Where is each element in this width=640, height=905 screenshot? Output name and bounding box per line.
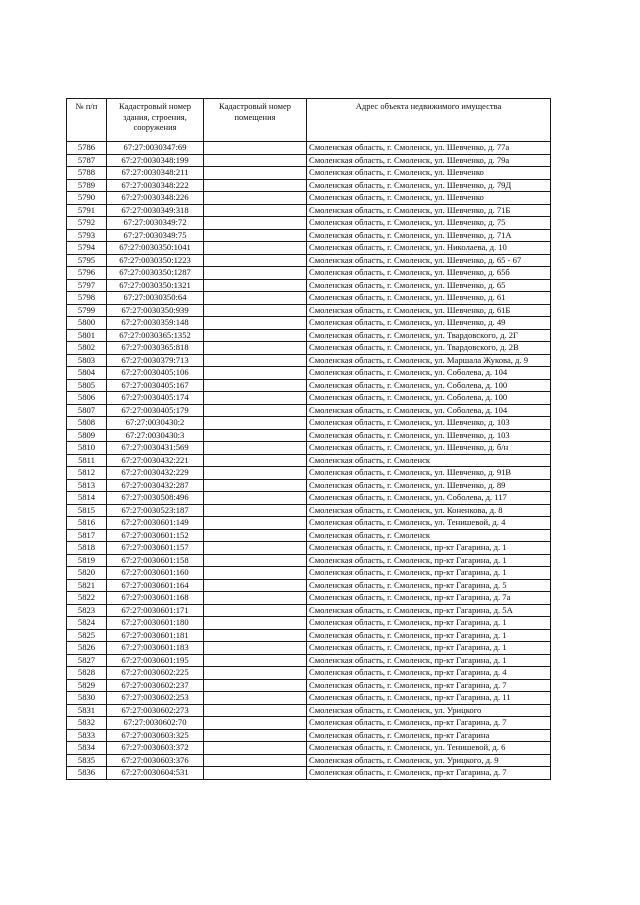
table-row xyxy=(67,492,551,505)
cell-number: 5831 xyxy=(67,704,107,717)
cell-address: Смоленская область, г. Смоленск, ул. Шевченко, д. 71А xyxy=(307,229,551,242)
cell-cadastral-room xyxy=(204,504,307,517)
cell-cadastral-room xyxy=(204,642,307,655)
cell-address: Смоленская область, г. Смоленск, ул. Шевченко, д. 75 xyxy=(307,217,551,230)
table-row xyxy=(67,592,551,605)
cell-address: Смоленская область, г. Смоленск, ул. Соболева, д. 100 xyxy=(307,379,551,392)
table-row xyxy=(67,279,551,292)
table-row xyxy=(67,417,551,430)
cell-cadastral-building: 67:27:0030603:325 xyxy=(107,729,204,742)
cell-number: 5796 xyxy=(67,267,107,280)
cell-number: 5802 xyxy=(67,342,107,355)
cell-address: Смоленская область, г. Смоленск, пр-кт Гагарина, д. 1 xyxy=(307,654,551,667)
table-row xyxy=(67,304,551,317)
cell-cadastral-building: 67:27:0030601:160 xyxy=(107,567,204,580)
cell-address: Смоленская область, г. Смоленск, ул. Шевченко, д. 61Б xyxy=(307,304,551,317)
cell-number: 5793 xyxy=(67,229,107,242)
cell-number: 5794 xyxy=(67,242,107,255)
cell-number: 5799 xyxy=(67,304,107,317)
cell-number: 5797 xyxy=(67,279,107,292)
cell-address: Смоленская область, г. Смоленск, пр-кт Гагарина, д. 7 xyxy=(307,717,551,730)
cell-cadastral-building: 67:27:0030431:569 xyxy=(107,442,204,455)
cell-number: 5811 xyxy=(67,454,107,467)
table-row xyxy=(67,754,551,767)
cell-number: 5801 xyxy=(67,329,107,342)
cell-cadastral-room xyxy=(204,679,307,692)
cell-number: 5821 xyxy=(67,579,107,592)
cell-cadastral-room xyxy=(204,492,307,505)
cell-address: Смоленская область, г. Смоленск, ул. Шевченко, д. б/н xyxy=(307,442,551,455)
cell-address: Смоленская область, г. Смоленск, ул. Шевченко, д. 61 xyxy=(307,292,551,305)
cell-number: 5827 xyxy=(67,654,107,667)
cell-address: Смоленская область, г. Смоленск, ул. Соболева, д. 104 xyxy=(307,367,551,380)
cell-cadastral-building: 67:27:0030348:222 xyxy=(107,179,204,192)
cell-cadastral-room xyxy=(204,592,307,605)
cell-address: Смоленская область, г. Смоленск, ул. Шевченко, д. 49 xyxy=(307,317,551,330)
cell-cadastral-room xyxy=(204,254,307,267)
cell-number: 5809 xyxy=(67,429,107,442)
table-row xyxy=(67,479,551,492)
table-row xyxy=(67,379,551,392)
cell-address: Смоленская область, г. Смоленск, пр-кт Гагарина, д. 7 xyxy=(307,679,551,692)
cell-cadastral-building: 67:27:0030349:318 xyxy=(107,204,204,217)
cell-cadastral-room xyxy=(204,479,307,492)
table-row xyxy=(67,767,551,780)
cell-number: 5826 xyxy=(67,642,107,655)
table-row xyxy=(67,192,551,205)
cell-address: Смоленская область, г. Смоленск, ул. Соболева, д. 117 xyxy=(307,492,551,505)
cell-cadastral-building: 67:27:0030348:226 xyxy=(107,192,204,205)
table-row xyxy=(67,179,551,192)
cell-cadastral-room xyxy=(204,654,307,667)
cell-number: 5790 xyxy=(67,192,107,205)
table-row xyxy=(67,629,551,642)
cell-cadastral-room xyxy=(204,729,307,742)
cell-address: Смоленская область, г. Смоленск, пр-кт Гагарина, д. 1 xyxy=(307,642,551,655)
cell-number: 5835 xyxy=(67,754,107,767)
cell-cadastral-building: 67:27:0030359:148 xyxy=(107,317,204,330)
cell-cadastral-building: 67:27:0030603:376 xyxy=(107,754,204,767)
table-row xyxy=(67,429,551,442)
cell-cadastral-room xyxy=(204,167,307,180)
table-row xyxy=(67,167,551,180)
cell-cadastral-building: 67:27:0030379:713 xyxy=(107,354,204,367)
cell-number: 5815 xyxy=(67,504,107,517)
table-row xyxy=(67,554,551,567)
cell-address: Смоленская область, г. Смоленск, пр-кт Гагарина, д. 1 xyxy=(307,629,551,642)
cell-number: 5787 xyxy=(67,154,107,167)
table-row xyxy=(67,317,551,330)
cell-number: 5808 xyxy=(67,417,107,430)
cell-cadastral-building: 67:27:0030365:818 xyxy=(107,342,204,355)
cell-address: Смоленская область, г. Смоленск xyxy=(307,454,551,467)
cell-cadastral-building: 67:27:0030602:237 xyxy=(107,679,204,692)
cell-address: Смоленская область, г. Смоленск, пр-кт Гагарина xyxy=(307,729,551,742)
table-row xyxy=(67,704,551,717)
cell-cadastral-room xyxy=(204,367,307,380)
table-row xyxy=(67,729,551,742)
table-row xyxy=(67,392,551,405)
cell-cadastral-building: 67:27:0030508:496 xyxy=(107,492,204,505)
cell-address: Смоленская область, г. Смоленск, ул. Урицкого xyxy=(307,704,551,717)
table-row xyxy=(67,567,551,580)
cell-address: Смоленская область, г. Смоленск, пр-кт Гагарина, д. 11 xyxy=(307,692,551,705)
cell-cadastral-building: 67:27:0030405:167 xyxy=(107,379,204,392)
cell-cadastral-building: 67:27:0030601:183 xyxy=(107,642,204,655)
cell-cadastral-room xyxy=(204,342,307,355)
cell-address: Смоленская область, г. Смоленск, ул. Шевченко, д. 65 - 67 xyxy=(307,254,551,267)
table-body xyxy=(67,142,551,780)
cell-cadastral-room xyxy=(204,529,307,542)
property-table xyxy=(66,98,551,780)
cell-number: 5803 xyxy=(67,354,107,367)
cell-cadastral-room xyxy=(204,517,307,530)
cell-cadastral-building: 67:27:0030432:287 xyxy=(107,479,204,492)
cell-address: Смоленская область, г. Смоленск xyxy=(307,529,551,542)
cell-number: 5828 xyxy=(67,667,107,680)
cell-cadastral-room xyxy=(204,267,307,280)
cell-address: Смоленская область, г. Смоленск, пр-кт Гагарина, д. 1 xyxy=(307,542,551,555)
cell-address: Смоленская область, г. Смоленск, ул. Маршала Жукова, д. 9 xyxy=(307,354,551,367)
cell-address: Смоленская область, г. Смоленск, пр-кт Гагарина, д. 4 xyxy=(307,667,551,680)
cell-address: Смоленская область, г. Смоленск, ул. Шевченко xyxy=(307,167,551,180)
cell-address: Смоленская область, г. Смоленск, ул. Твардовского, д. 2Г xyxy=(307,329,551,342)
cell-cadastral-room xyxy=(204,317,307,330)
cell-cadastral-building: 67:27:0030349:72 xyxy=(107,217,204,230)
cell-cadastral-building: 67:27:0030601:168 xyxy=(107,592,204,605)
cell-address: Смоленская область, г. Смоленск, ул. Шевченко, д. 89 xyxy=(307,479,551,492)
cell-number: 5813 xyxy=(67,479,107,492)
cell-cadastral-room xyxy=(204,579,307,592)
cell-cadastral-room xyxy=(204,754,307,767)
cell-cadastral-building: 67:27:0030602:225 xyxy=(107,667,204,680)
cell-cadastral-building: 67:27:0030350:64 xyxy=(107,292,204,305)
cell-cadastral-room xyxy=(204,742,307,755)
cell-address: Смоленская область, г. Смоленск, ул. Шевченко xyxy=(307,192,551,205)
cell-cadastral-room xyxy=(204,204,307,217)
cell-number: 5810 xyxy=(67,442,107,455)
cell-number: 5817 xyxy=(67,529,107,542)
cell-cadastral-building: 67:27:0030602:273 xyxy=(107,704,204,717)
cell-address: Смоленская область, г. Смоленск, ул. Соболева, д. 100 xyxy=(307,392,551,405)
cell-number: 5792 xyxy=(67,217,107,230)
cell-cadastral-room xyxy=(204,379,307,392)
cell-number: 5818 xyxy=(67,542,107,555)
cell-cadastral-building: 67:27:0030601:195 xyxy=(107,654,204,667)
cell-number: 5816 xyxy=(67,517,107,530)
cell-number: 5834 xyxy=(67,742,107,755)
cell-address: Смоленская область, г. Смоленск, ул. Шевченко, д. 71Б xyxy=(307,204,551,217)
cell-cadastral-room xyxy=(204,242,307,255)
table-row xyxy=(67,229,551,242)
cell-cadastral-building: 67:27:0030349:75 xyxy=(107,229,204,242)
header-number: № п/п xyxy=(67,99,107,142)
table-row xyxy=(67,654,551,667)
cell-cadastral-building: 67:27:0030348:211 xyxy=(107,167,204,180)
header-cadastral-room: Кадастровый номер помещения xyxy=(204,99,307,142)
cell-cadastral-room xyxy=(204,542,307,555)
cell-number: 5823 xyxy=(67,604,107,617)
cell-cadastral-room xyxy=(204,217,307,230)
cell-cadastral-room xyxy=(204,229,307,242)
cell-number: 5833 xyxy=(67,729,107,742)
cell-cadastral-building: 67:27:0030350:1223 xyxy=(107,254,204,267)
cell-cadastral-building: 67:27:0030347:69 xyxy=(107,142,204,155)
cell-cadastral-building: 67:27:0030602:70 xyxy=(107,717,204,730)
cell-cadastral-building: 67:27:0030350:939 xyxy=(107,304,204,317)
cell-cadastral-room xyxy=(204,354,307,367)
cell-cadastral-building: 67:27:0030601:164 xyxy=(107,579,204,592)
cell-cadastral-building: 67:27:0030601:157 xyxy=(107,542,204,555)
table-row xyxy=(67,217,551,230)
cell-cadastral-room xyxy=(204,454,307,467)
table-row xyxy=(67,154,551,167)
table-row xyxy=(67,329,551,342)
cell-number: 5822 xyxy=(67,592,107,605)
cell-cadastral-room xyxy=(204,417,307,430)
table-row xyxy=(67,517,551,530)
table-row xyxy=(67,642,551,655)
cell-number: 5798 xyxy=(67,292,107,305)
cell-address: Смоленская область, г. Смоленск, ул. Шевченко, д. 77а xyxy=(307,142,551,155)
table-row xyxy=(67,529,551,542)
table-header-row xyxy=(67,99,551,142)
cell-number: 5807 xyxy=(67,404,107,417)
cell-cadastral-room xyxy=(204,304,307,317)
cell-cadastral-building: 67:27:0030405:106 xyxy=(107,367,204,380)
cell-cadastral-building: 67:27:0030350:1321 xyxy=(107,279,204,292)
cell-cadastral-building: 67:27:0030603:372 xyxy=(107,742,204,755)
cell-cadastral-room xyxy=(204,392,307,405)
cell-cadastral-building: 67:27:0030350:1041 xyxy=(107,242,204,255)
table-row xyxy=(67,292,551,305)
table-row xyxy=(67,504,551,517)
cell-address: Смоленская область, г. Смоленск, ул. Шевченко, д. 65 xyxy=(307,279,551,292)
table-row xyxy=(67,604,551,617)
table-row xyxy=(67,354,551,367)
cell-cadastral-room xyxy=(204,429,307,442)
cell-number: 5804 xyxy=(67,367,107,380)
table-row xyxy=(67,454,551,467)
cell-number: 5824 xyxy=(67,617,107,630)
cell-cadastral-building: 67:27:0030601:158 xyxy=(107,554,204,567)
cell-cadastral-room xyxy=(204,467,307,480)
cell-cadastral-building: 67:27:0030405:179 xyxy=(107,404,204,417)
table-row xyxy=(67,267,551,280)
table-row xyxy=(67,404,551,417)
cell-address: Смоленская область, г. Смоленск, ул. Шевченко, д. 65б xyxy=(307,267,551,280)
cell-cadastral-building: 67:27:0030523:187 xyxy=(107,504,204,517)
cell-cadastral-building: 67:27:0030601:171 xyxy=(107,604,204,617)
cell-number: 5800 xyxy=(67,317,107,330)
cell-number: 5820 xyxy=(67,567,107,580)
cell-address: Смоленская область, г. Смоленск, ул. Тенишевой, д. 6 xyxy=(307,742,551,755)
cell-cadastral-building: 67:27:0030601:152 xyxy=(107,529,204,542)
cell-number: 5814 xyxy=(67,492,107,505)
cell-cadastral-room xyxy=(204,704,307,717)
header-address: Адрес объекта недвижимого имущества xyxy=(307,99,551,142)
cell-cadastral-room xyxy=(204,192,307,205)
cell-address: Смоленская область, г. Смоленск, ул. Шевченко, д. 79а xyxy=(307,154,551,167)
cell-cadastral-room xyxy=(204,629,307,642)
cell-address: Смоленская область, г. Смоленск, пр-кт Гагарина, д. 1 xyxy=(307,567,551,580)
cell-number: 5812 xyxy=(67,467,107,480)
cell-cadastral-building: 67:27:0030601:181 xyxy=(107,629,204,642)
cell-number: 5788 xyxy=(67,167,107,180)
table-row xyxy=(67,367,551,380)
table-row xyxy=(67,204,551,217)
cell-number: 5829 xyxy=(67,679,107,692)
table-row xyxy=(67,742,551,755)
cell-address: Смоленская область, г. Смоленск, ул. Шевченко, д. 103 xyxy=(307,429,551,442)
cell-cadastral-room xyxy=(204,142,307,155)
table-row xyxy=(67,542,551,555)
cell-address: Смоленская область, г. Смоленск, пр-кт Гагарина, д. 1 xyxy=(307,554,551,567)
cell-cadastral-building: 67:27:0030432:229 xyxy=(107,467,204,480)
cell-address: Смоленская область, г. Смоленск, ул. Шевченко, д. 79Д xyxy=(307,179,551,192)
cell-cadastral-room xyxy=(204,404,307,417)
cell-address: Смоленская область, г. Смоленск, пр-кт Гагарина, д. 7а xyxy=(307,592,551,605)
cell-cadastral-building: 67:27:0030365:1352 xyxy=(107,329,204,342)
cell-cadastral-room xyxy=(204,279,307,292)
cell-cadastral-room xyxy=(204,717,307,730)
cell-number: 5825 xyxy=(67,629,107,642)
cell-number: 5795 xyxy=(67,254,107,267)
cell-cadastral-room xyxy=(204,567,307,580)
header-cadastral-building: Кадастровый номер здания, строения, сооружения xyxy=(107,99,204,142)
cell-cadastral-building: 67:27:0030405:174 xyxy=(107,392,204,405)
cell-address: Смоленская область, г. Смоленск, ул. Твардовского, д. 2В xyxy=(307,342,551,355)
cell-number: 5805 xyxy=(67,379,107,392)
cell-cadastral-room xyxy=(204,154,307,167)
cell-address: Смоленская область, г. Смоленск, пр-кт Гагарина, д. 5 xyxy=(307,579,551,592)
cell-address: Смоленская область, г. Смоленск, пр-кт Гагарина, д. 7 xyxy=(307,767,551,780)
cell-cadastral-room xyxy=(204,667,307,680)
cell-number: 5789 xyxy=(67,179,107,192)
cell-number: 5836 xyxy=(67,767,107,780)
table-row xyxy=(67,142,551,155)
cell-cadastral-building: 67:27:0030602:253 xyxy=(107,692,204,705)
cell-cadastral-room xyxy=(204,179,307,192)
cell-address: Смоленская область, г. Смоленск, ул. Шевченко, д. 103 xyxy=(307,417,551,430)
cell-number: 5832 xyxy=(67,717,107,730)
cell-address: Смоленская область, г. Смоленск, ул. Тенишевой, д. 4 xyxy=(307,517,551,530)
table-row xyxy=(67,692,551,705)
cell-address: Смоленская область, г. Смоленск, ул. Соболева, д. 104 xyxy=(307,404,551,417)
cell-cadastral-building: 67:27:0030350:1287 xyxy=(107,267,204,280)
cell-cadastral-building: 67:27:0030601:149 xyxy=(107,517,204,530)
table-row xyxy=(67,242,551,255)
table-row xyxy=(67,579,551,592)
table-row xyxy=(67,667,551,680)
cell-cadastral-room xyxy=(204,442,307,455)
cell-cadastral-building: 67:27:0030348:199 xyxy=(107,154,204,167)
table-row xyxy=(67,342,551,355)
cell-cadastral-room xyxy=(204,767,307,780)
table-row xyxy=(67,717,551,730)
table-row xyxy=(67,467,551,480)
cell-cadastral-room xyxy=(204,554,307,567)
cell-address: Смоленская область, г. Смоленск, пр-кт Гагарина, д. 5А xyxy=(307,604,551,617)
cell-cadastral-building: 67:27:0030604:531 xyxy=(107,767,204,780)
cell-number: 5830 xyxy=(67,692,107,705)
cell-cadastral-room xyxy=(204,604,307,617)
cell-cadastral-room xyxy=(204,692,307,705)
cell-address: Смоленская область, г. Смоленск, ул. Урицкого, д. 9 xyxy=(307,754,551,767)
table-row xyxy=(67,679,551,692)
cell-address: Смоленская область, г. Смоленск, ул. Коненкова, д. 8 xyxy=(307,504,551,517)
cell-number: 5791 xyxy=(67,204,107,217)
cell-address: Смоленская область, г. Смоленск, ул. Николаева, д. 10 xyxy=(307,242,551,255)
cell-cadastral-building: 67:27:0030430:2 xyxy=(107,417,204,430)
cell-cadastral-room xyxy=(204,292,307,305)
cell-number: 5786 xyxy=(67,142,107,155)
cell-number: 5806 xyxy=(67,392,107,405)
table-row xyxy=(67,442,551,455)
table-row xyxy=(67,617,551,630)
cell-cadastral-building: 67:27:0030430:3 xyxy=(107,429,204,442)
cell-address: Смоленская область, г. Смоленск, ул. Шевченко, д. 91В xyxy=(307,467,551,480)
table-row xyxy=(67,254,551,267)
cell-cadastral-building: 67:27:0030601:180 xyxy=(107,617,204,630)
cell-number: 5819 xyxy=(67,554,107,567)
cell-cadastral-building: 67:27:0030432:221 xyxy=(107,454,204,467)
cell-address: Смоленская область, г. Смоленск, пр-кт Гагарина, д. 1 xyxy=(307,617,551,630)
cell-cadastral-room xyxy=(204,617,307,630)
cell-cadastral-room xyxy=(204,329,307,342)
